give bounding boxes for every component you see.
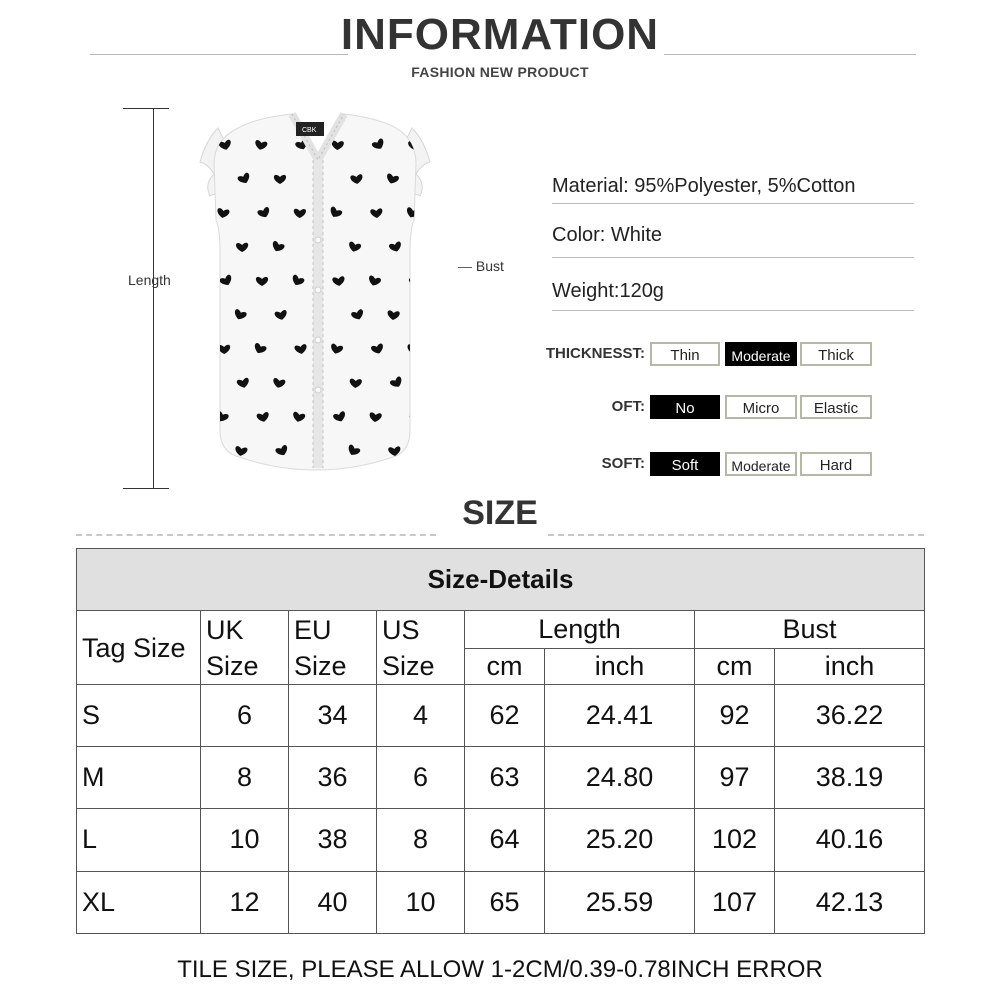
material-rule [552,203,914,204]
cell-eu: 34 [289,684,377,746]
softness-option-moderate: Moderate [725,452,797,476]
cell-bust-cm: 107 [695,871,775,933]
bust-label: — Bust [458,258,504,274]
cell-bust-inch: 42.13 [775,871,925,933]
thickness-option-thick: Thick [800,342,872,366]
thickness-option-moderate: Moderate [725,342,797,366]
table-row [77,809,925,871]
cell-eu: 40 [289,871,377,933]
table-row [77,871,925,933]
page-subtitle: FASHION NEW PRODUCT [411,64,589,80]
table-caption: Size-Details [77,549,925,611]
size-error-note: TILE SIZE, PLEASE ALLOW 1-2CM/0.39-0.78INCH ERROR [177,956,823,983]
softness-label: SOFT: [601,455,645,472]
cell-tag: M [77,747,201,809]
cell-bust-cm: 102 [695,809,775,871]
length-guide-line [153,108,154,489]
cell-length-inch: 25.20 [545,809,695,871]
color-rule [552,257,914,258]
header-bust-inch: inch [775,648,925,684]
length-label: Length [128,272,171,288]
length-guide-top-cap [123,108,169,109]
cell-bust-cm: 92 [695,684,775,746]
header-eu-size: EU Size [289,611,377,684]
product-image [196,100,436,500]
header-bust: Bust [695,611,925,648]
cell-us: 4 [377,684,465,746]
cell-bust-inch: 36.22 [775,684,925,746]
color-text: Color: White [552,224,663,246]
stretch-option-elastic: Elastic [800,395,872,419]
cell-length-cm: 65 [465,871,545,933]
cell-length-cm: 63 [465,747,545,809]
cell-us: 10 [377,871,465,933]
header-tag-size: Tag Size [77,611,201,684]
cell-us: 6 [377,747,465,809]
cell-bust-inch: 38.19 [775,747,925,809]
cell-tag: S [77,684,201,746]
cell-bust-cm: 97 [695,747,775,809]
cell-uk: 6 [201,684,289,746]
softness-option-soft: Soft [650,452,720,476]
cell-us: 8 [377,809,465,871]
cell-uk: 8 [201,747,289,809]
stretch-option-micro: Micro [725,395,797,419]
weight-rule [552,310,914,311]
cell-tag: L [77,809,201,871]
table-row [77,747,925,809]
header-us-size: US Size [377,611,465,684]
table-row [77,684,925,746]
thickness-label: THICKNESST: [545,345,645,362]
header-uk-size: UK Size [201,611,289,684]
size-divider-left [76,534,436,536]
cell-bust-inch: 40.16 [775,809,925,871]
cell-length-inch: 24.41 [545,684,695,746]
cell-eu: 38 [289,809,377,871]
length-guide-bottom-cap [123,488,169,489]
material-text: Material: 95%Polyester, 5%Cotton [552,175,856,197]
header-length-inch: inch [545,648,695,684]
cell-uk: 10 [201,809,289,871]
thickness-option-thin: Thin [650,342,720,366]
cell-eu: 36 [289,747,377,809]
cell-tag: XL [77,871,201,933]
cell-length-cm: 64 [465,809,545,871]
stretch-label: OFT: [611,398,645,415]
header-bust-cm: cm [695,648,775,684]
heart-print [408,275,422,287]
softness-option-hard: Hard [800,452,872,476]
weight-text: Weight:120g [552,280,664,302]
cell-uk: 12 [201,871,289,933]
header-length: Length [465,611,695,648]
cell-length-inch: 24.80 [545,747,695,809]
header-length-cm: cm [465,648,545,684]
heart-print [409,410,424,424]
brand-tag-text: CBK [302,127,317,134]
page-title: INFORMATION [340,10,660,59]
size-section-title: SIZE [462,494,538,532]
cell-length-inch: 25.59 [545,871,695,933]
cell-length-cm: 62 [465,684,545,746]
stretch-option-no: No [650,395,720,419]
size-divider-right [548,534,924,536]
size-table [76,548,925,934]
